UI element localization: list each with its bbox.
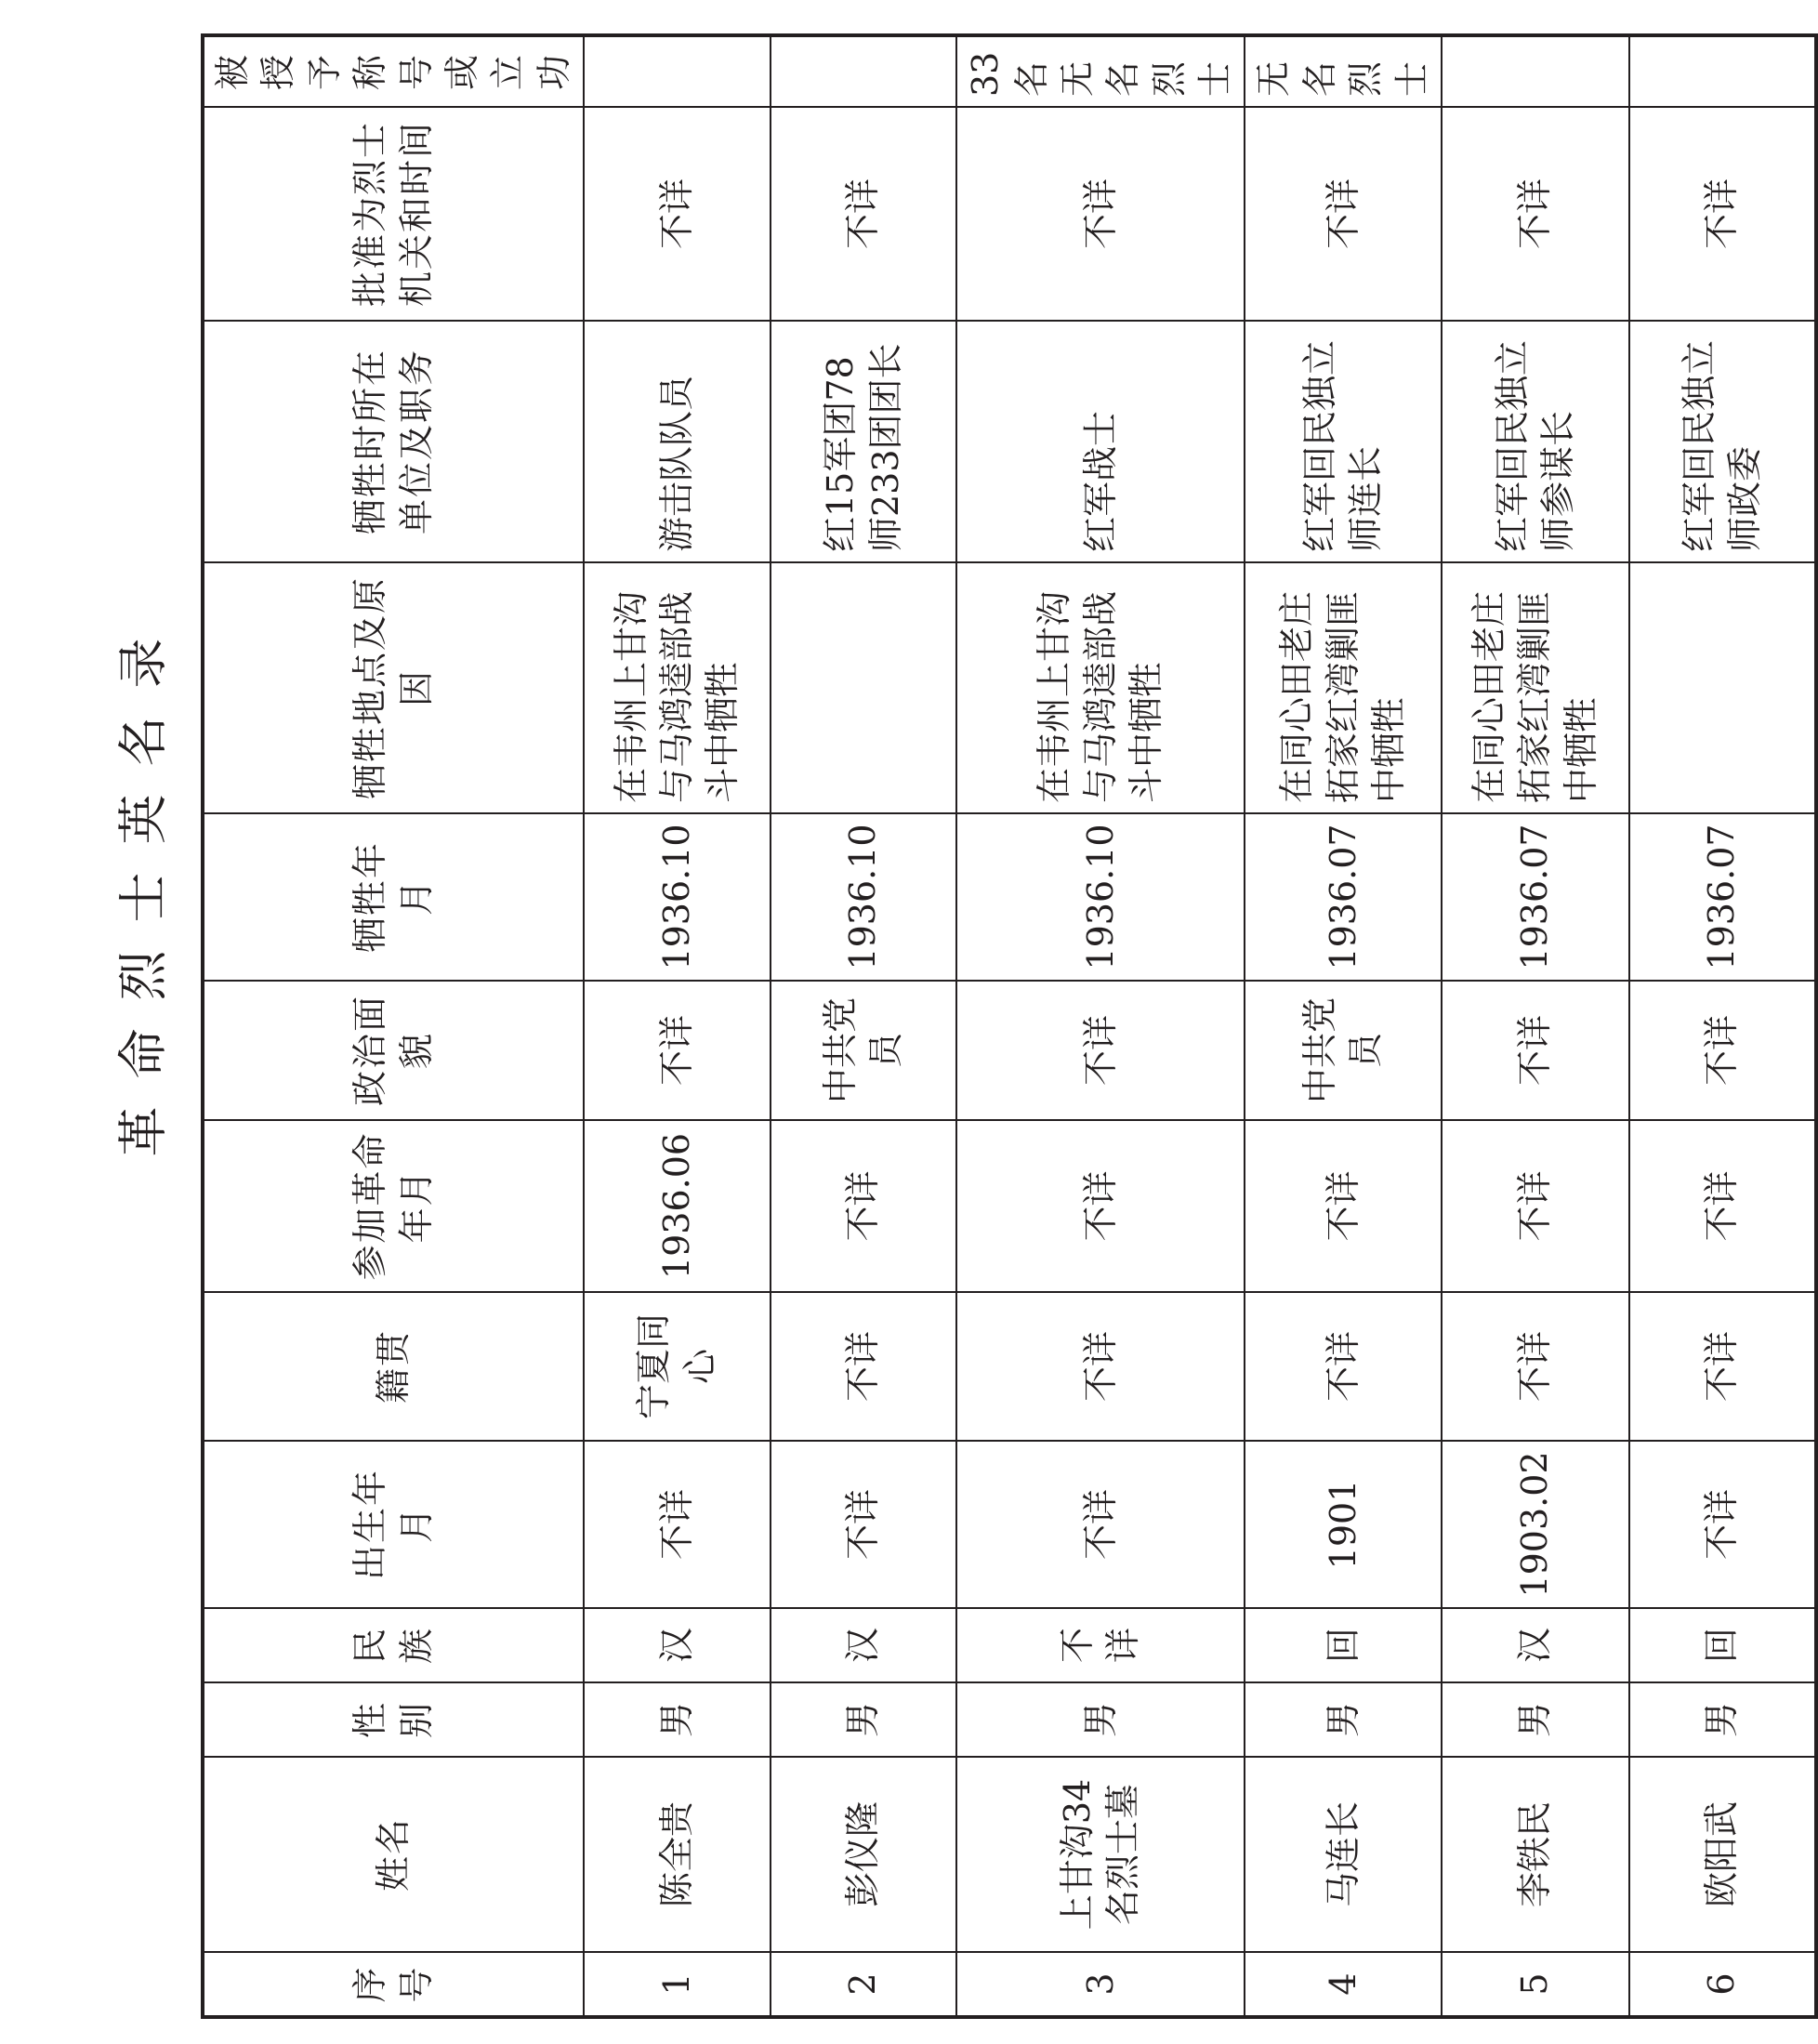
table-cell: 不详: [584, 1441, 771, 1608]
table-cell: 不详: [771, 1292, 956, 1441]
table-cell: 红军回民独立师连长: [1245, 321, 1442, 562]
table-cell: 不详: [1442, 107, 1629, 321]
table-cell: 不详: [771, 1441, 956, 1608]
table-cell: 男: [1245, 1682, 1442, 1757]
header-cell: 牺牲时所在单位及职务: [203, 321, 584, 562]
header-cell: 性别: [203, 1682, 584, 1757]
header-cell: 牺牲年月: [203, 813, 584, 981]
table-cell: [1629, 35, 1816, 107]
table-cell: 汉: [771, 1608, 956, 1682]
table-cell: 1936.07: [1442, 813, 1629, 981]
table-cell: [771, 35, 956, 107]
table-cell: 在同心田老庄拓家红湾剿匪中牺牲: [1442, 562, 1629, 813]
table-cell: 不详: [956, 1292, 1245, 1441]
table-cell: 男: [956, 1682, 1245, 1757]
table-cell: 不详: [1245, 1292, 1442, 1441]
table-cell: 1936.10: [771, 813, 956, 981]
header-cell: 政治面貌: [203, 981, 584, 1120]
table-cell: 男: [1442, 1682, 1629, 1757]
table-cell: 不详: [1629, 1120, 1816, 1292]
table-cell: 5: [1442, 1952, 1629, 2017]
table-cell: 1903.02: [1442, 1441, 1629, 1608]
table-cell: 33名无名烈士: [956, 35, 1245, 107]
table-cell: 不详: [1442, 1120, 1629, 1292]
table-cell: 红军回民独立师参谋长: [1442, 321, 1629, 562]
table-cell: 不详: [1442, 981, 1629, 1120]
table-cell: 不详: [771, 107, 956, 321]
header-cell: 批准为烈士机关和时间: [203, 107, 584, 321]
table-cell: 回: [1629, 1608, 1816, 1682]
table-cell: 不详: [1245, 1120, 1442, 1292]
header-cell: 序号: [203, 1952, 584, 2017]
header-cell: 被授予称号或立功: [203, 35, 584, 107]
table-cell: [584, 35, 771, 107]
table-cell: 男: [1629, 1682, 1816, 1757]
table-cell: 1936.10: [584, 813, 771, 981]
table-cell: 不详: [1629, 1441, 1816, 1608]
table-cell: [1629, 562, 1816, 813]
table-cell: 不详: [584, 981, 771, 1120]
table-cell: 1936.07: [1245, 813, 1442, 981]
table-cell: 不详: [584, 107, 771, 321]
table-cell: 不详: [771, 1120, 956, 1292]
table-row: [584, 35, 771, 2017]
table-cell: 1: [584, 1952, 771, 2017]
table-row: [771, 35, 956, 2017]
table-cell: 3: [956, 1952, 1245, 2017]
table-cell: 中共党员: [771, 981, 956, 1120]
table-cell: 陈全贵: [584, 1757, 771, 1952]
table-cell: 4: [1245, 1952, 1442, 2017]
table-cell: 欧阳武: [1629, 1757, 1816, 1952]
table-cell: 红军回民独立师政委: [1629, 321, 1816, 562]
header-cell: 姓名: [203, 1757, 584, 1952]
header-cell: 籍贯: [203, 1292, 584, 1441]
table-cell: 1936.07: [1629, 813, 1816, 981]
table-cell: 回: [1245, 1608, 1442, 1682]
table-cell: 1901: [1245, 1441, 1442, 1608]
table-cell: 在同心田老庄拓家红湾剿匪中牺牲: [1245, 562, 1442, 813]
table-cell: 游击队队员: [584, 321, 771, 562]
page-title-text: 革命烈士英名录: [113, 610, 173, 1156]
table-cell: 不详: [1629, 981, 1816, 1120]
table-cell: 在韦州上甘沟与马鸿逵部战斗中牺牲: [956, 562, 1245, 813]
table-row: [1442, 35, 1629, 2017]
table-cell: 上甘沟34名烈士墓: [956, 1757, 1245, 1952]
table-cell: 不详: [1245, 107, 1442, 321]
table-cell: [1442, 35, 1629, 107]
table-cell: 不详: [956, 1441, 1245, 1608]
table-cell: 中共党员: [1245, 981, 1442, 1120]
table-row: [1245, 35, 1442, 2017]
table-cell: 汉: [584, 1608, 771, 1682]
table-cell: 在韦州上甘沟与马鸿逵部战斗中牺牲: [584, 562, 771, 813]
roster-table: [201, 33, 1818, 2019]
table-cell: 2: [771, 1952, 956, 2017]
page-title: [93, 610, 186, 1156]
table-cell: 不详: [1629, 1292, 1816, 1441]
table-cell: 汉: [1442, 1608, 1629, 1682]
table-cell: 不详: [1629, 107, 1816, 321]
table-cell: 1936.06: [584, 1120, 771, 1292]
table-cell: [771, 562, 956, 813]
table-cell: 男: [771, 1682, 956, 1757]
table-cell: 不详: [956, 1120, 1245, 1292]
table-header-row: [203, 35, 584, 2017]
table-cell: 李铁民: [1442, 1757, 1629, 1952]
table-cell: 男: [584, 1682, 771, 1757]
table-cell: 不详: [956, 107, 1245, 321]
table-cell: 红15军团78师233团团长: [771, 321, 956, 562]
table-row: [956, 35, 1245, 2017]
table-cell: 宁夏同心: [584, 1292, 771, 1441]
table-cell: 不详: [956, 981, 1245, 1120]
table-cell: 不详: [1442, 1292, 1629, 1441]
roster-sheet: [201, 37, 1766, 2019]
table-row: [1629, 35, 1816, 2017]
table-cell: 1936.10: [956, 813, 1245, 981]
table-cell: 红军战士: [956, 321, 1245, 562]
table-cell: 6: [1629, 1952, 1816, 2017]
table-cell: 无名烈士: [1245, 35, 1442, 107]
table-cell: 不详: [956, 1608, 1245, 1682]
table-cell: 马连长: [1245, 1757, 1442, 1952]
header-cell: 参加革命年月: [203, 1120, 584, 1292]
header-cell: 牺牲地点及原因: [203, 562, 584, 813]
header-cell: 民族: [203, 1608, 584, 1682]
table-cell: 彭仪隆: [771, 1757, 956, 1952]
header-cell: 出生年月: [203, 1441, 584, 1608]
